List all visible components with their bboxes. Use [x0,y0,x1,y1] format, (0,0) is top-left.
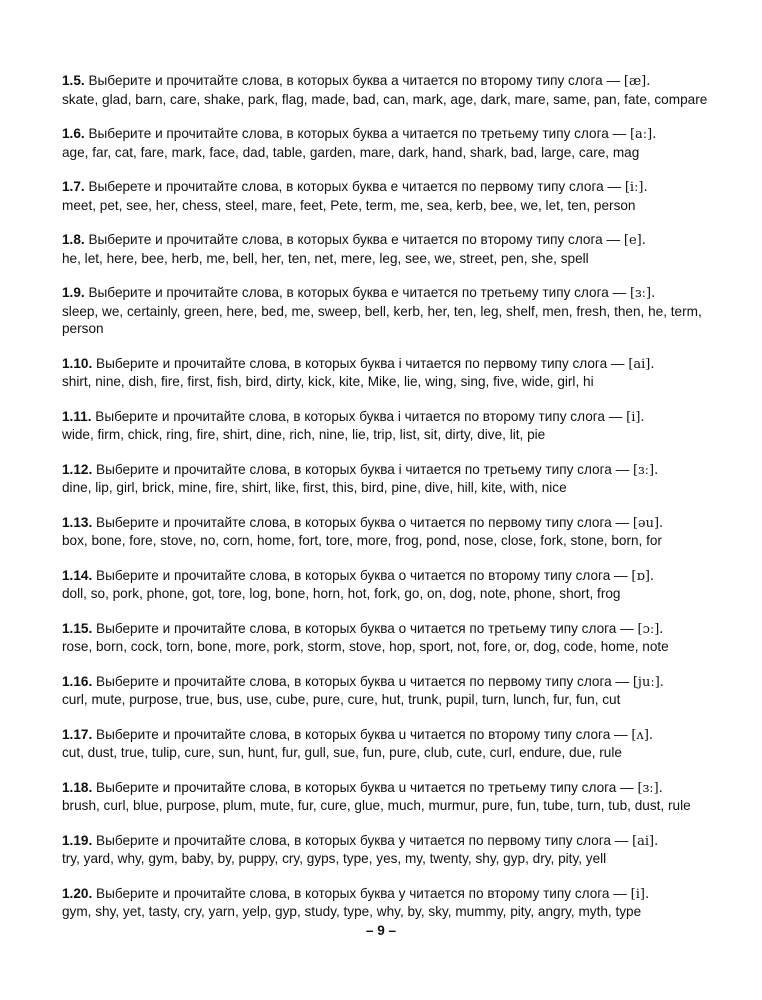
exercise-transcription: [ɜː]. [629,286,656,301]
exercise-number: 1.17. [62,726,93,742]
exercise-number: 1.16. [62,673,93,689]
exercise-words: brush, curl, blue, purpose, plum, mute, fur, cure, glue, much, murmur, pure, fun, tube, turn, tub, dust, rule [62,798,691,813]
exercise-1-10 [62,355,712,391]
exercise-transcription: [ʌ]. [631,727,654,743]
exercise-transcription: [ɜː]. [637,780,663,796]
exercise-number: 1.9. [62,285,85,300]
exercise-number: 1.8. [62,232,85,247]
exercise-transcription: [ai]. [632,833,659,849]
exercise-transcription: [iː]. [624,180,648,195]
exercise-prompt: Выберите и прочитайте слова, в которых буква o читается по второму типу слога — [96,567,632,583]
exercise-1-19 [62,832,712,868]
exercise-1-8 [62,231,712,267]
exercise-number: 1.5. [62,73,85,88]
exercise-prompt: Выберите и прочитайте слова, в которых буква a читается по третьему типу слога — [88,126,630,141]
exercise-prompt: Выберите и прочитайте слова, в которых буква a читается по второму типу слога — [88,73,624,88]
exercise-1-18 [62,779,712,815]
exercise-words: meet, pet, see, her, chess, steel, mare, feet, Pete, term, me, sea, kerb, bee, we, let, ten, person [62,197,636,213]
exercise-words: wide, firm, chick, ring, fire, shirt, dine, rich, nine, lie, trip, list, sit, dirty, dive, lit, pie [62,427,546,442]
exercise-words: cut, dust, true, tulip, cure, sun, hunt, fur, gull, sue, fun, pure, club, cute, curl, endure, due, rule [62,745,622,760]
exercise-prompt: Выберите и прочитайте слова, в которых буква o читается по первому типу слога — [96,514,633,530]
exercise-words: curl, mute, purpose, true, bus, use, cube, pure, cure, hut, trunk, pupil, turn, lunch, fur, fun, cut [62,692,621,707]
exercise-words: try, yard, why, gym, baby, by, puppy, cry, gyps, type, yes, my, twenty, shy, gyp, dry, pity, yell [62,851,607,866]
exercise-prompt: Выберите и прочитайте слова, в которых буква y читается по первому типу слога — [96,832,633,848]
exercise-transcription: [ai]. [628,356,655,372]
exercise-prompt: Выберите и прочитайте слова, в которых буква u читается по второму типу слога — [96,726,632,742]
exercise-number: 1.13. [62,514,93,530]
exercise-words: gym, shy, yet, tasty, cry, yarn, yelp, gyp, study, type, why, by, sky, mummy, pity, angry, myth, type [62,904,642,919]
page-content [62,72,712,938]
exercise-1-17 [62,726,712,762]
exercise-prompt: Выберите и прочитайте слова, в которых буква e читается по третьему типу слога — [88,285,630,300]
exercise-number: 1.18. [62,779,93,795]
exercise-words: sleep, we, certainly, green, here, bed, me, sweep, bell, kerb, her, ten, leg, shelf, men, fresh, then, he, term, person [62,303,702,336]
exercise-words: rose, born, cock, torn, bone, more, pork, storm, stove, hop, sport, not, fore, or, dog, code, home, note [62,639,669,654]
exercise-number: 1.19. [62,832,93,848]
exercise-number: 1.20. [62,885,93,901]
exercise-1-11 [62,408,712,444]
exercise-words: he, let, here, bee, herb, me, bell, her, ten, net, mere, leg, see, we, street, pen, she, spell [62,250,589,266]
exercise-1-6 [62,125,712,161]
exercise-words: dine, lip, girl, brick, mine, fire, shirt, like, first, this, bird, pine, dive, hill, kite, with, nice [62,480,567,495]
exercise-1-14 [62,567,712,603]
exercise-number: 1.14. [62,567,93,583]
exercise-prompt: Выберите и прочитайте слова, в которых буква o читается по третьему типу слога — [96,620,638,636]
exercise-prompt: Выберите и прочитайте слова, в которых буква u читается по третьему типу слога — [96,779,638,795]
exercise-transcription: [ɜː]. [632,462,659,478]
exercise-transcription: [aː]. [629,127,657,142]
exercise-number: 1.11. [62,408,92,424]
exercise-prompt: Выберите и прочитайте слова, в которых буква i читается по третьему типу слога — [96,461,633,477]
exercise-transcription: [ɒ]. [631,568,655,584]
exercise-1-9 [62,284,712,338]
exercise-1-5 [62,72,712,108]
exercise-prompt: Выберите и прочитайте слова, в которых буква e читается по второму типу слога — [88,232,624,247]
exercise-1-13 [62,514,712,550]
exercise-transcription: [i]. [626,409,645,425]
exercise-number: 1.12. [62,461,93,477]
exercise-words: shirt, nine, dish, fire, first, fish, bird, dirty, kick, kite, Mike, lie, wing, sing, five, wide, girl, hi [62,374,594,389]
exercise-transcription: [æ]. [623,74,651,89]
exercise-number: 1.6. [62,126,85,141]
exercise-prompt: Выберете и прочитайте слова, в которых буква e читается по первому типу слога — [88,179,625,194]
exercise-number: 1.7. [62,179,85,194]
exercise-words: box, bone, fore, stove, no, corn, home, fort, tore, more, frog, pond, nose, close, fork, stone, born, for [62,533,662,548]
exercise-1-12 [62,461,712,497]
exercise-number: 1.15. [62,620,93,636]
exercise-words: doll, so, pork, phone, got, tore, log, bone, horn, hot, fork, go, on, dog, note, phone, short, frog [62,586,621,601]
exercise-transcription: [əu]. [632,515,664,531]
exercise-transcription: [e]. [623,233,646,248]
exercise-transcription: [i]. [630,886,650,902]
exercise-1-15 [62,620,712,656]
exercise-words: age, far, cat, fare, mark, face, dad, table, garden, mare, dark, hand, shark, bad, large, care, mag [62,144,640,160]
page-number: – 9 – [365,923,397,938]
exercise-transcription: [juː]. [632,674,664,690]
exercise-prompt: Выберите и прочитайте слова, в которых буква i читается по первому типу слога — [96,355,629,371]
exercise-number: 1.10. [62,355,93,371]
exercise-1-16 [62,673,712,709]
exercise-prompt: Выберите и прочитайте слова, в которых буква y читается по второму типу слога — [96,885,631,901]
exercise-1-20 [62,885,712,921]
exercise-prompt: Выберите и прочитайте слова, в которых буква u читается по первому типу слога — [96,673,633,689]
exercise-words: skate, glad, barn, care, shake, park, flag, made, bad, can, mark, age, dark, mare, same, pan, fate, compare [62,91,708,107]
exercise-prompt: Выберите и прочитайте слова, в которых буква i читается по второму типу слога — [95,408,627,424]
exercise-1-7 [62,178,712,214]
exercise-transcription: [ɔː]. [637,621,664,637]
